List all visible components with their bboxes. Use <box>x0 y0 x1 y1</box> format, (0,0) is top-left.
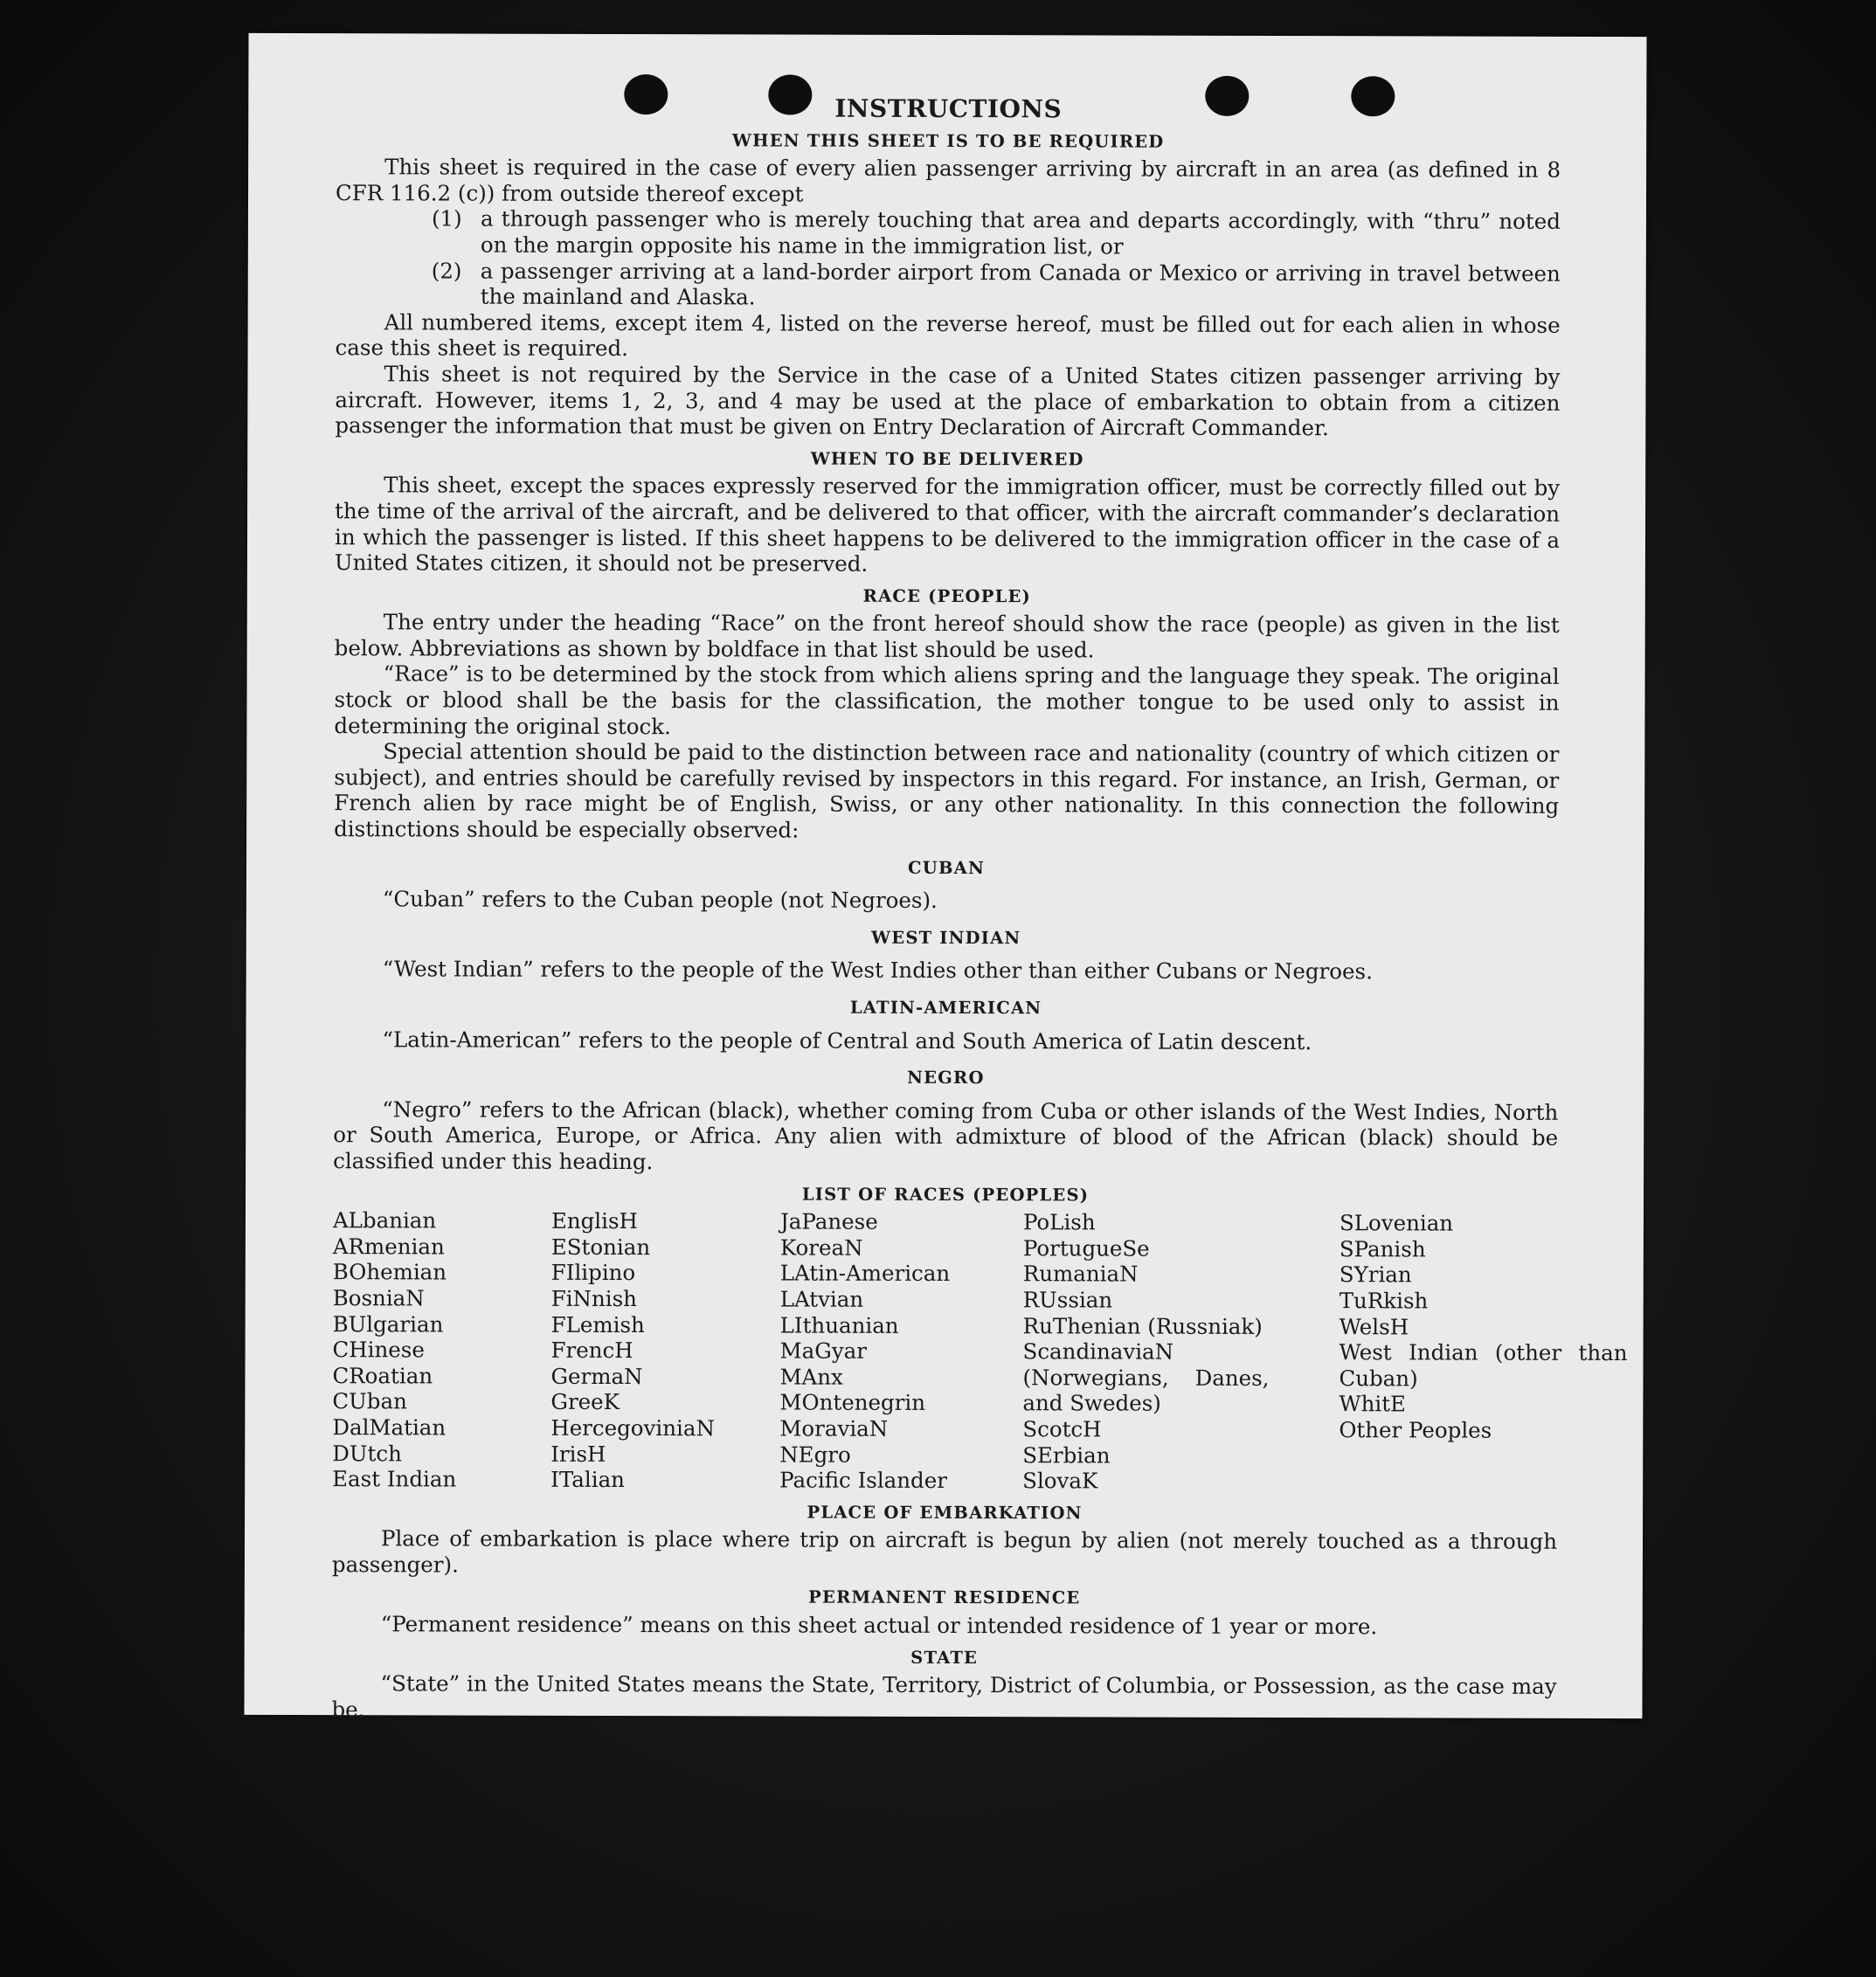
paragraph: Special attention should be paid to the distinction between race and nationality (country of which citizen or subject), and entries should be carefully revised by inspectors in this regard. For instance, an Irish, German, or French alien by race might be of English, Swiss, or any other nationality. In this connection the following distinctions should be especially observed: <box>334 738 1560 843</box>
race-entry: BOhemian <box>332 1259 447 1285</box>
race-entry: MOntenegrin <box>779 1389 926 1416</box>
item-text: a through passenger who is merely touching that area and departs accordingly, with “thru” noted on the margin opposite his name in the immigration list, or <box>480 205 1561 259</box>
race-entry: RUssian <box>1022 1287 1113 1313</box>
paragraph: “Permanent residence” means on this sheet actual or intended residence of 1 year or more. <box>380 1611 1378 1640</box>
item-number: (1) <box>431 205 462 232</box>
race-column <box>779 1209 1023 1494</box>
section-heading: CUBAN <box>908 857 986 878</box>
paragraph: “West Indian” refers to the people of the West Indies other than either Cubans or Negroes. <box>382 956 1373 985</box>
race-entry: LAtvian <box>779 1286 864 1312</box>
paragraph: “Negro” refers to the African (black), whether coming from Cuba or other islands of the West Indies, North or South America, Europe, or Africa. Any alien with admixture of blood of the African (black) should be classified under this heading. <box>333 1096 1559 1175</box>
race-entry: ARmenian <box>332 1233 445 1260</box>
section-heading: PERMANENT RESIDENCE <box>808 1587 1081 1608</box>
race-entry: BUlgarian <box>332 1310 444 1338</box>
section-heading: WHEN THIS SHEET IS TO BE REQUIRED <box>731 129 1165 152</box>
race-entry: TuRkish <box>1339 1288 1429 1314</box>
page-title: INSTRUCTIONS <box>834 93 1063 124</box>
paragraph: All numbered items, except item 4, listed on the reverse hereof, must be filled out for each alien in whose case this sheet is required. <box>335 309 1561 362</box>
race-entry: East Indian <box>332 1466 457 1492</box>
race-entry: RuThenian (Russniak) <box>1022 1312 1263 1339</box>
race-entry: MoraviaN <box>779 1415 889 1441</box>
race-entry: RumaniaN <box>1022 1261 1139 1287</box>
race-entry: PortugueSe <box>1022 1234 1150 1262</box>
race-entry: MaGyar <box>779 1338 868 1364</box>
race-entry: SErbian <box>1022 1441 1111 1468</box>
race-column <box>332 1207 551 1492</box>
race-column <box>550 1208 780 1493</box>
race-entry: NEgro <box>779 1441 851 1468</box>
race-entry: IrisH <box>550 1441 606 1467</box>
race-entry: CUban <box>332 1388 407 1414</box>
race-entry: JaPanese <box>779 1208 878 1234</box>
section-heading: LIST OF RACES (PEOPLES) <box>801 1184 1090 1205</box>
race-entry: FIlipino <box>550 1260 636 1286</box>
numbered-item <box>432 258 1561 313</box>
paragraph: This sheet, except the spaces expressly reserved for the immigration officer, must be correctly filled out by the time of the arrival of the aircraft, and be delivered to that officer, with the aircraft commander’s declaration in which the passenger is listed. If this sheet happens to be delivered to the immigration officer in the case of a United States citizen, it should not be preserved. <box>334 472 1561 577</box>
race-entry: ScotcH <box>1022 1416 1102 1442</box>
race-entry: ScandinaviaN (Norwegians, Danes, and Swedes) <box>1022 1338 1270 1416</box>
race-column <box>1339 1210 1628 1495</box>
paragraph: “Cuban” refers to the Cuban people (not Negroes). <box>382 886 938 914</box>
paragraph: This sheet is required in the case of every alien passenger arriving by aircraft in an area (as defined in 8 CFR 116.2 (c)) from outside thereof except <box>336 154 1561 207</box>
race-entry: West Indian (other than Cuban) <box>1339 1339 1628 1392</box>
race-entry: BosniaN <box>332 1285 425 1311</box>
race-entry: Other Peoples <box>1339 1417 1492 1443</box>
section-heading: STATE <box>910 1647 979 1668</box>
item-number: (2) <box>431 258 462 284</box>
race-entry: FLemish <box>550 1311 645 1338</box>
paragraph: The entry under the heading “Race” on the front hereof should show the race (people) as given in the list below. Abbreviations as shown by boldface in that list should be used. <box>334 609 1560 663</box>
paragraph: “Latin-American” refers to the people of Central and South America of Latin descent. <box>382 1026 1312 1054</box>
race-entry: WelsH <box>1339 1313 1409 1339</box>
section-heading: WHEN TO BE DELIVERED <box>810 448 1084 470</box>
race-entry: DalMatian <box>332 1414 447 1441</box>
section-heading: WEST INDIAN <box>871 927 1021 949</box>
paragraph: “State” in the United States means the State, Territory, District of Columbia, or Possession, as the case may be. <box>331 1670 1557 1723</box>
race-entry: EnglisH <box>550 1207 638 1234</box>
section-heading: NEGRO <box>907 1068 985 1089</box>
race-entry: HercegoviniaN <box>550 1414 715 1441</box>
race-entry: GermaN <box>550 1363 643 1389</box>
race-entry: Pacific Islander <box>779 1467 947 1494</box>
paragraph: This sheet is not required by the Service in the case of a United States citizen passenger arriving by aircraft. However, items 1, 2, 3, and 4 may be used at the place of embarkation to obtain from a citizen passenger the information that must be given on Entry Declaration of Aircraft Commander. <box>335 361 1561 441</box>
race-column <box>1022 1209 1270 1494</box>
race-entry: DUtch <box>332 1440 402 1466</box>
race-entry: LIthuanian <box>779 1312 899 1338</box>
race-entry: SlovaK <box>1022 1468 1098 1494</box>
race-entry: WhitE <box>1339 1391 1406 1417</box>
race-entry: CHinese <box>332 1337 425 1363</box>
race-entry: EStonian <box>550 1234 651 1260</box>
race-entry: KoreaN <box>779 1234 863 1261</box>
race-entry: CRoatian <box>332 1362 433 1389</box>
section-heading: LATIN-AMERICAN <box>849 997 1042 1019</box>
paragraph: “Race” is to be determined by the stock from which aliens spring and the language they speak. The original stock or blood shall be the basis for the classification, the mother tongue to be used only to assist in determining the original stock. <box>334 660 1560 739</box>
race-entry: SYrian <box>1339 1262 1412 1288</box>
section-heading: PLACE OF EMBARKATION <box>806 1502 1083 1524</box>
race-entry: ALbanian <box>332 1207 437 1234</box>
paragraph: Place of embarkation is place where trip on aircraft is begun by alien (not merely touched as a through passenger). <box>331 1525 1558 1578</box>
race-entry: MAnx <box>779 1364 843 1390</box>
item-text: a passenger arriving at a land-border airport from Canada or Mexico or arriving in travel between the mainland and Alaska. <box>480 258 1561 310</box>
numbered-item <box>432 206 1561 261</box>
instructions-content <box>331 93 1628 1725</box>
race-entry: FiNnish <box>550 1285 638 1312</box>
race-entry: SLovenian <box>1339 1210 1454 1236</box>
race-list <box>332 1207 1628 1495</box>
section-heading: RACE (PEOPLE) <box>862 585 1032 606</box>
race-entry: GreeK <box>550 1389 620 1415</box>
race-entry: FrencH <box>550 1337 633 1364</box>
race-entry: ITalian <box>550 1466 626 1493</box>
race-entry: SPanish <box>1339 1235 1426 1262</box>
race-entry: PoLish <box>1022 1209 1096 1235</box>
race-entry: LAtin-American <box>779 1260 951 1287</box>
document-page <box>244 33 1646 1723</box>
